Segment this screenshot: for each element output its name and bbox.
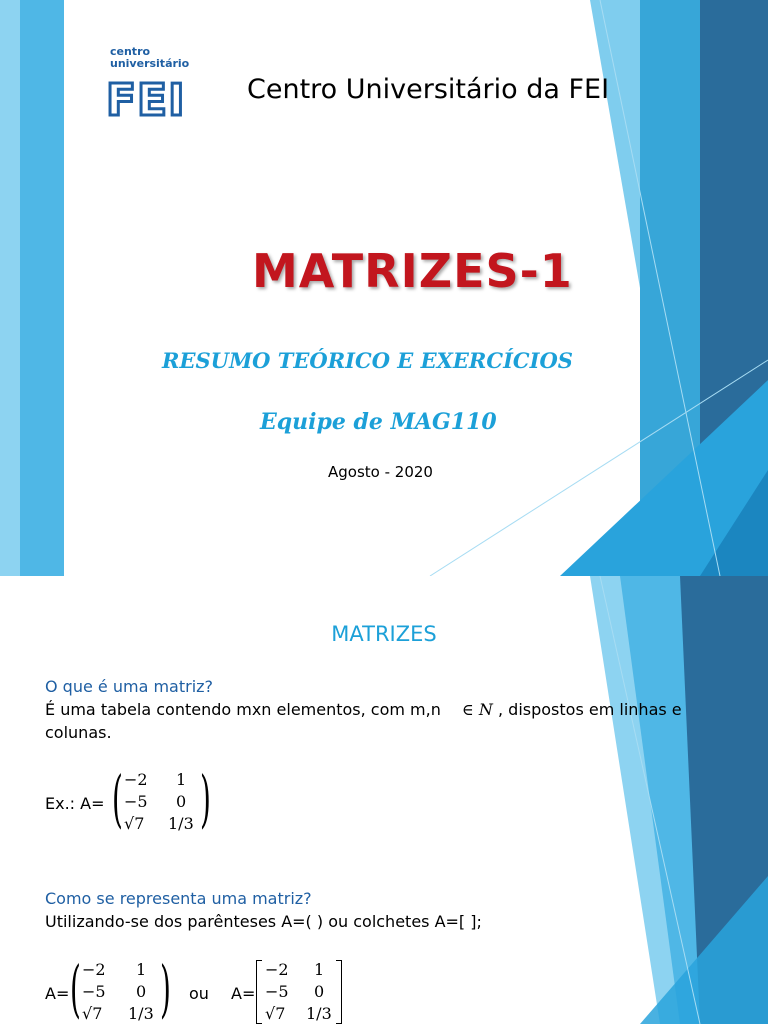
question-how-represented: Como se representa uma matriz? <box>45 889 312 908</box>
matrix-cell: 0 <box>176 792 187 811</box>
matrix-cell: −5 <box>265 982 289 1001</box>
matrix-cell: 1/3 <box>128 1004 154 1023</box>
right-parenthesis: ) <box>200 762 211 835</box>
parenthesis-matrix <box>70 952 175 1024</box>
matrix-cell: −2 <box>82 960 106 979</box>
matrices-slide <box>0 576 768 1024</box>
matrix-cell: 0 <box>136 982 147 1001</box>
fei-logo <box>104 46 196 130</box>
definition-text-a: É uma tabela contendo mxn elementos, com m,n <box>45 700 441 719</box>
definition-line-2: colunas. <box>45 723 112 742</box>
matrix-cell: −2 <box>265 960 289 979</box>
example-matrix <box>112 762 212 838</box>
definition-text-b: , dispostos em linhas e <box>498 700 682 719</box>
institution-name: Centro Universitário da FEI <box>247 74 610 105</box>
matrix-cell: 1 <box>314 960 325 979</box>
right-bracket <box>336 960 342 1024</box>
logo-mark-fei: FEI <box>106 75 186 126</box>
matrix-cell: −5 <box>124 792 148 811</box>
section-title: MATRIZES <box>331 622 437 646</box>
matrix-a-label-2: A= <box>231 984 256 1003</box>
matrix-cell: −2 <box>124 770 148 789</box>
slide-title: MATRIZES-1 <box>252 244 573 298</box>
example-label: Ex.: A= <box>45 794 105 813</box>
matrix-cell: √7 <box>124 814 145 833</box>
matrix-cell: √7 <box>265 1004 286 1023</box>
bracket-matrix <box>256 960 346 1024</box>
slide-date: Agosto - 2020 <box>328 463 433 481</box>
matrix-cell: −5 <box>82 982 106 1001</box>
left-parenthesis: ( <box>70 952 81 1024</box>
matrix-cell: 1 <box>176 770 187 789</box>
right-parenthesis: ) <box>160 952 171 1024</box>
matrix-cell: 0 <box>314 982 325 1001</box>
left-bracket <box>256 960 262 1024</box>
matrix-cell: √7 <box>82 1004 103 1023</box>
slide-subtitle: RESUMO TEÓRICO E EXERCÍCIOS <box>162 348 573 373</box>
representation-text: Utilizando-se dos parênteses A=( ) ou colchetes A=[ ]; <box>45 912 482 931</box>
or-word: ou <box>189 984 209 1003</box>
matrix-cell: 1/3 <box>306 1004 332 1023</box>
team-name: Equipe de MAG110 <box>260 409 497 435</box>
definition-line-1 <box>45 700 682 719</box>
element-of-n-symbol: ∈ N <box>461 700 493 719</box>
matrix-a-label: A= <box>45 984 70 1003</box>
logo-line-centro: centro <box>110 45 151 58</box>
left-parenthesis: ( <box>112 762 123 835</box>
question-what-is-matrix: O que é uma matriz? <box>45 677 214 696</box>
matrix-cell: 1 <box>136 960 147 979</box>
matrix-cell: 1/3 <box>168 814 194 833</box>
logo-line-universitario: universitário <box>110 57 190 70</box>
